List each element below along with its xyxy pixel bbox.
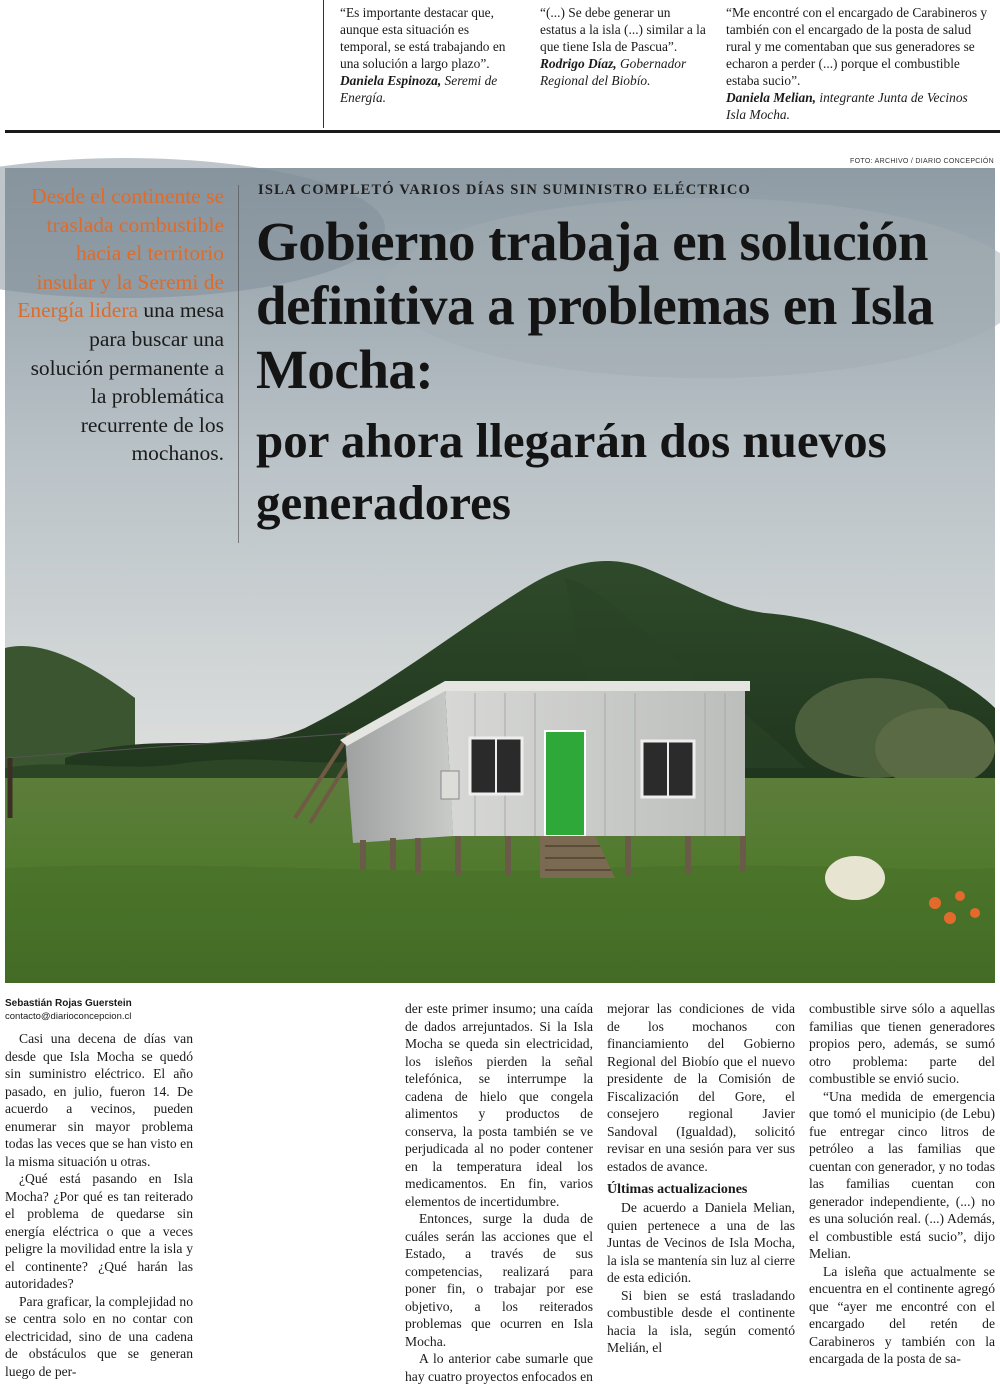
quote-text: “Me encontré con el encargado de Carabineros y también con el encargado de la posta de salud rural y me comentaban que sus generadores se echaron a perder (...) porque el combustible estaba sucio”. (726, 5, 988, 88)
quote-espinoza (340, 4, 520, 106)
kicker: ISLA COMPLETÓ VARIOS DÍAS SIN SUMINISTRO ELÉCTRICO (258, 182, 751, 198)
lead-rest: una mesa para buscar una solución permanente a la problemática recurrente de los mochanos. (30, 298, 224, 466)
flowers (944, 912, 956, 924)
lead-accent: Desde el continente se traslada combustible hacia el territorio insular y la Seremi de Energía lidera (17, 184, 224, 323)
flowers (825, 856, 885, 900)
paragraph: Si bien se está trasladando combustible desde el continente hacia la isla, según comentó Melián, el (607, 1287, 795, 1355)
quote-text: “(...) Se debe generar un estatus a la isla (...) similar a la que tiene Isla de Pascua”. (540, 5, 706, 54)
flowers (955, 891, 965, 901)
quote-author: Daniela Espinoza, (340, 73, 442, 88)
section-rule (5, 130, 1000, 133)
quote-attribution (726, 90, 968, 122)
quote-author: Rodrigo Díaz, (540, 56, 617, 71)
paragraph: A lo anterior cabe sumarle que hay cuatro proyectos enfocados en (405, 1351, 593, 1384)
quotes-divider (323, 0, 324, 128)
meter-box (441, 771, 459, 799)
quote-role: integrante Junta de Vecinos Isla Mocha. (726, 90, 968, 122)
quote-melian (726, 4, 988, 123)
green-door (545, 731, 585, 836)
tree (875, 708, 995, 788)
article-column-3 (607, 1000, 795, 1357)
paragraph: combustible sirve sólo a aquellas familias que tienen generadores propios pero, además, se sumó otro problema: parte del combustible se envió sucio. (809, 1001, 995, 1086)
flowers (970, 908, 980, 918)
paragraph: “Una medida de emergencia que tomó el municipio (de Lebu) fue entregar cinco litros de petróleo a las familias que cuentan con generador, y no todas las familias cuentan con generador independiente, (...) no es una solución real. (...) Además, el combustible está sucio”, dijo Melian. (809, 1088, 995, 1261)
headline: Gobierno trabaja en solución definitiva a problemas en Isla Mocha: (256, 211, 934, 400)
quote-attribution (340, 73, 497, 105)
quote-role: Gobernador Regional del Biobío. (540, 56, 687, 88)
paragraph: Entonces, surge la duda de cuáles serán las acciones que el Estado, a través de sus competencias, realizará para poner fin, o trabajar por ese objetivo, a los reiterados problemas que ocurren en Isla Mocha. (405, 1211, 593, 1349)
article-column-2 (405, 1000, 593, 1385)
photo-credit: FOTO: ARCHIVO / DIARIO CONCEPCIÓN (850, 158, 994, 165)
paragraph: mejorar las condiciones de vida de los mochanos con financiamiento del Gobierno Regional del Biobío que el nuevo presidente de la Comisión de Fiscalización del Gore, el consejero regional Javier Sandoval (Igualdad), solicitó revisar en una sesión para ver sus estados de avance. (607, 1001, 795, 1174)
author-email: contacto@diarioconcepcion.cl (5, 1011, 132, 1022)
section-heading: Últimas actualizaciones (607, 1182, 748, 1197)
subhead: por ahora llegarán dos nuevos generadores (256, 413, 887, 530)
byline: Sebastián Rojas Guerstein (5, 998, 132, 1009)
paragraph: der este primer insumo; una caída de dados arrejuntados. Si la Isla Mocha se queda sin electricidad, los isleños pierden la señal telefónica, se interrumpe la cadena de hielo que congela alimentos y productos de conserva, la posta también se ve perjudicada al no poder contener en la temperatura ideal los medicamentos. En fin, varios elementos de incertidumbre. (405, 1001, 593, 1209)
quote-text: “Es importante destacar que, aunque esta situación es temporal, se está trabajando en una solución a largo plazo”. (340, 5, 506, 71)
paragraph: Para graficar, la complejidad no se centra solo en no contar con electricidad, sino de una cadena de obstáculos que se generan luego de per- (5, 1293, 193, 1379)
paragraph: La isleña que actualmente se encuentra en el continente agregó que “ayer me encontré con el encargado del retén de Carabineros y también con la encargada de la posta de sa- (809, 1263, 995, 1366)
quote-role: Seremi de Energía. (340, 73, 498, 105)
article-column-1 (5, 1030, 193, 1380)
lead-deck (14, 182, 224, 468)
quote-diaz (540, 4, 708, 89)
lead-divider (238, 185, 239, 543)
quotes-strip (0, 0, 1000, 132)
paragraph: Casi una decena de días van desde que Isla Mocha se quedó sin suministro eléctrico. El año pasado, en julio, fueron 14. De acuerdo a vecinos, pueden enumerar sin mayor problema todas las veces que se han visto en la misma situación u otras. (5, 1031, 193, 1169)
quote-author: Daniela Melian, (726, 90, 817, 105)
paragraph: ¿Qué está pasando en Isla Mocha? ¿Por qué es tan reiterado el problema de quedarse sin energía eléctrica o que a veces peligre la movilidad entre la isla y el continente? ¿Qué harán las autoridades? (5, 1171, 193, 1291)
quote-attribution (540, 56, 686, 88)
article-column-4 (809, 1000, 995, 1368)
paragraph: De acuerdo a Daniela Melian, quien pertenece a una de las Juntas de Vecinos de Isla Mocha, la isla se mantenía sin luz al cierre de esta edición. (607, 1200, 795, 1285)
flowers (929, 897, 941, 909)
